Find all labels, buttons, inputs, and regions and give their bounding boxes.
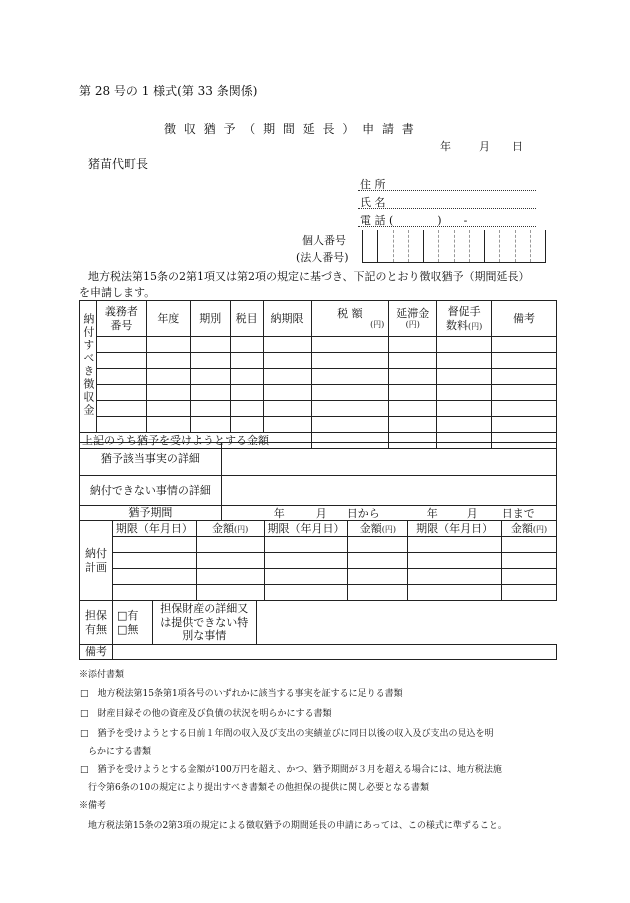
facts-field[interactable]: [221, 443, 556, 476]
attachment-item: らかにする書類: [88, 747, 152, 757]
header-obligor: 義務者 番号: [96, 301, 146, 337]
period-label: 猶予期間: [80, 506, 222, 521]
reason-label: 納付できない事情の詳細: [80, 476, 222, 506]
plan-amount-header: 金額(円): [196, 521, 264, 537]
attachment-item: □ 財産目録その他の資産及び負債の状況を明らかにする書類: [80, 709, 332, 719]
attachment-item: □ 地方税法第15条第1項各号のいずれかに該当する事実を証するに足りる書類: [80, 689, 403, 699]
date-year: 年: [440, 140, 451, 153]
header-dunning-fee: 督促手 数料(円): [437, 301, 492, 337]
payment-plan-table: [79, 520, 557, 601]
plan-amount-header: 金額(円): [502, 521, 557, 537]
plan-deadline-header: 期限（年月日）: [408, 521, 502, 537]
personal-number-boxes[interactable]: [362, 230, 546, 263]
address-label: 住 所: [360, 178, 386, 191]
remarks-label: 備考: [80, 645, 113, 660]
address-line[interactable]: [358, 190, 536, 191]
page-title: 徴 収 猶 予 （ 期 間 延 長 ） 申 請 書: [164, 122, 414, 136]
tax-table: [79, 300, 557, 449]
collateral-yes-checkbox[interactable]: □有: [116, 608, 139, 622]
plan-amount-header: 金額(円): [348, 521, 408, 537]
period-field[interactable]: 年 月 日から 年 月 日まで: [221, 506, 556, 521]
attachment-item: 行令第6条の10の規定により提出すべき書類その他担保の提供に関し必要となる書類: [88, 783, 430, 793]
personal-number-label: 個人番号: [302, 234, 346, 247]
reason-field[interactable]: [221, 476, 556, 506]
table-row[interactable]: [80, 553, 557, 569]
details-table: [79, 442, 557, 521]
header-remarks: 備考: [492, 301, 557, 337]
name-label: 氏 名: [360, 196, 386, 209]
remarks-field[interactable]: [112, 645, 556, 660]
phone-line[interactable]: [358, 226, 536, 227]
collateral-no-checkbox[interactable]: □無: [116, 622, 139, 636]
table-row[interactable]: [80, 585, 557, 601]
table-row[interactable]: [80, 369, 557, 385]
intro-line-2: を申請します。: [79, 286, 156, 299]
form-number: 第 28 号の 1 様式(第 33 条関係): [79, 84, 258, 98]
table-row[interactable]: [80, 353, 557, 369]
header-tax-amount: 税 額 (円): [311, 301, 389, 337]
header-due: 納期限: [263, 301, 311, 337]
header-period: 期別: [190, 301, 230, 337]
attachment-item: □ 猶予を受けようとする金額が100万円を超え、かつ、猶予期間が３月を超える場合には、地方税法施: [80, 765, 502, 775]
intro-line-1: 地方税法第15条の2第1項又は第2項の規定に基づき、下記のとおり徴収猶予（期間延長）: [88, 270, 530, 283]
table-row[interactable]: [80, 569, 557, 585]
collateral-table: [79, 600, 557, 660]
plan-deadline-header: 期限（年月日）: [264, 521, 348, 537]
table-row[interactable]: [80, 537, 557, 553]
collateral-detail-label: 担保財産の詳細又 は提供できない特 別な事情: [152, 601, 256, 645]
notes-heading: ※備考: [79, 801, 107, 811]
name-line[interactable]: [358, 208, 536, 209]
subtotal-label: 上記のうち猶予を受けようとする金額: [80, 433, 312, 449]
table-row[interactable]: [80, 337, 557, 353]
header-year: 年度: [146, 301, 190, 337]
header-tax-item: 税目: [230, 301, 263, 337]
corporate-number-label: (法人番号): [296, 251, 349, 264]
date-day: 日: [512, 140, 523, 153]
collateral-label: 担保 有無: [80, 601, 113, 645]
collateral-detail-field[interactable]: [256, 601, 556, 645]
header-late-fee: 延滞金 (円): [389, 301, 437, 337]
facts-label: 猶予該当事実の詳細: [80, 443, 222, 476]
date-month: 月: [479, 140, 490, 153]
table-row[interactable]: [80, 385, 557, 401]
plan-side-label: 納付 計画: [80, 521, 113, 601]
attachment-item: □ 猶予を受けようとする日前１年間の収入及び支出の実績並びに同日以後の収入及び支出の見込を明: [80, 729, 494, 739]
side-label-payable: 納付すべき徴収金: [80, 301, 97, 433]
table-row[interactable]: [80, 401, 557, 417]
recipient: 猪苗代町長: [88, 157, 149, 171]
notes-text: 地方税法第15条の2第3項の規定による徴収猶予の期間延長の申請にあっては、この様式に準ずること。: [88, 821, 507, 831]
table-row[interactable]: [80, 417, 557, 433]
collateral-options[interactable]: [112, 601, 152, 645]
attachments-heading: ※添付書類: [79, 670, 125, 680]
plan-deadline-header: 期限（年月日）: [112, 521, 196, 537]
phone-label: 電 話 ( ) -: [360, 214, 468, 227]
